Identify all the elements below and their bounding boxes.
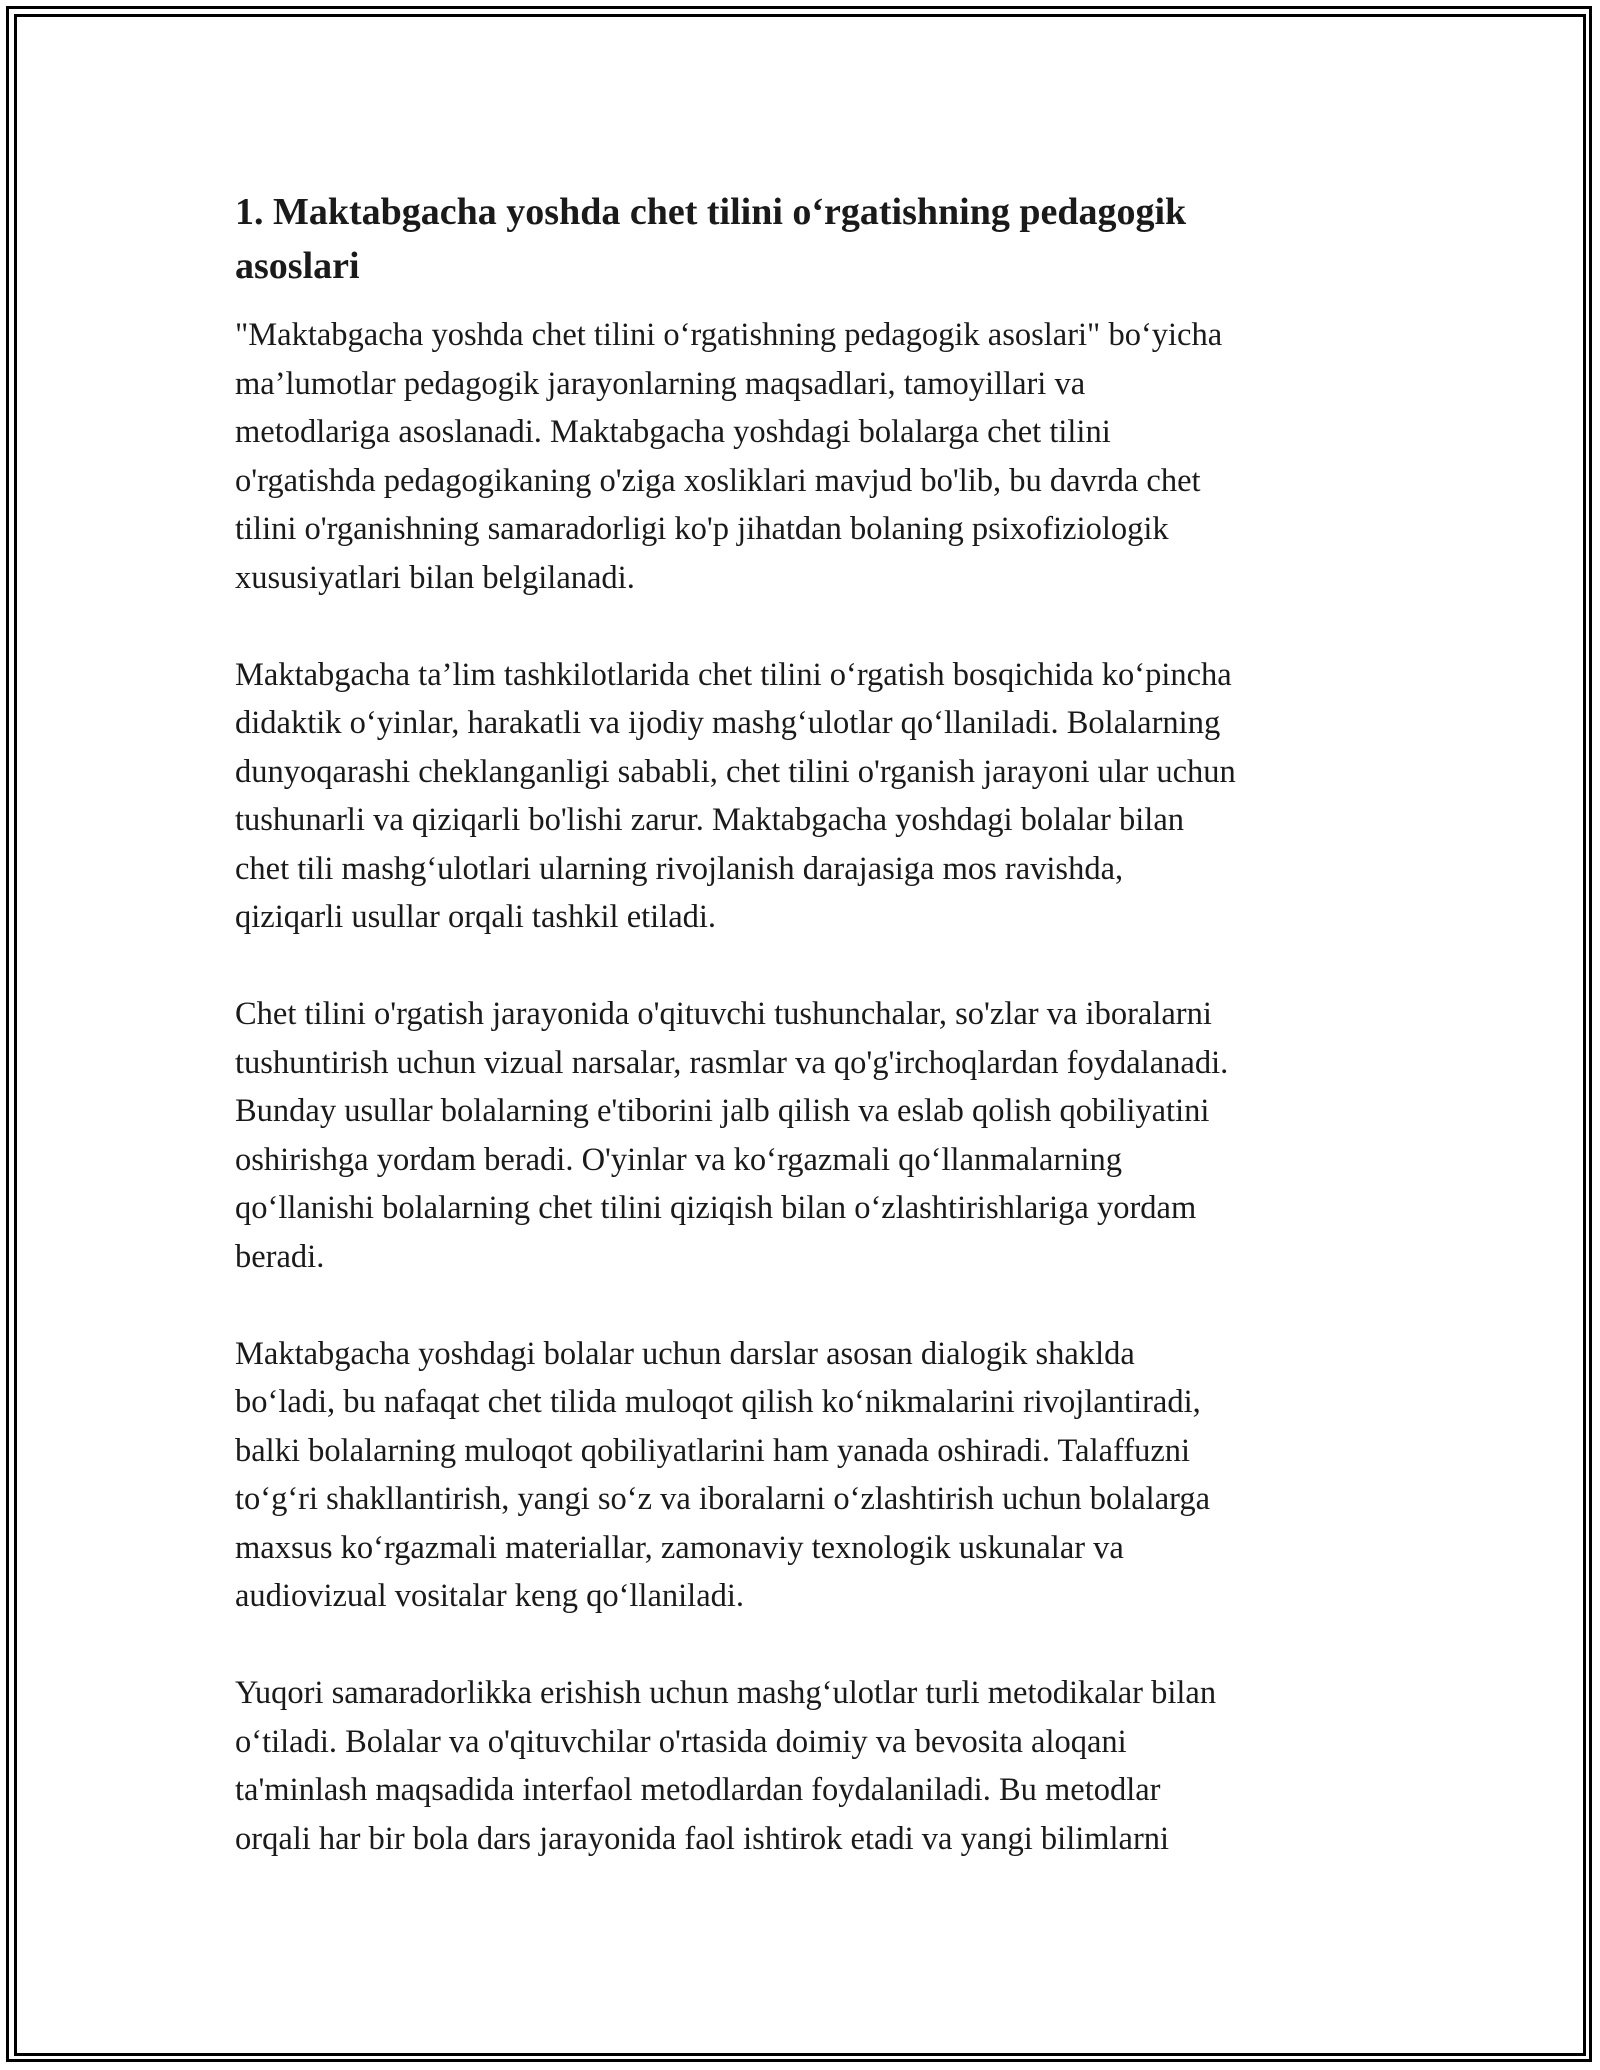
paragraph-4: Maktabgacha yoshdagi bolalar uchun darslar asosan dialogik shaklda bo‘ladi, bu nafaqat chet tilida muloqot qilish ko‘nikmalarini rivojlantiradi, balki bolalarning muloqot qobiliyatlarini ham yanada oshiradi. Talaffuzni to‘g‘ri shakllantirish, yangi so‘z va iboralarni o‘zlashtirish uchun bolalarga maxsus ko‘rgazmali materiallar, zamonaviy texnologik uskunalar va audiovizual vositalar keng qo‘llaniladi. <box>235 1335 1211 1614</box>
document-page <box>235 185 1375 1912</box>
paragraph-3: Chet tilini o'rgatish jarayonida o'qituvchi tushunchalar, so'zlar va iboralarni tushuntirish uchun vizual narsalar, rasmlar va qo'g'irchoqlardan foydalanadi. Bunday usullar bolalarning e'tiborini jalb qilish va eslab qolish qobiliyatini oshirishga yordam beradi. O'yinlar va ko‘rgazmali qo‘llanmalarning qo‘llanishi bolalarning chet tilini qiziqish bilan o‘zlashtirishlariga yordam beradi. <box>235 996 1229 1275</box>
section-title: 1. Maktabgacha yoshda chet tilini o‘rgatishning pedagogik asoslari <box>235 191 1187 287</box>
paragraph-2: Maktabgacha ta’lim tashkilotlarida chet tilini o‘rgatish bosqichida ko‘pincha didaktik o‘yinlar, harakatli va ijodiy mashg‘ulotlar qo‘llaniladi. Bolalarning dunyoqarashi cheklanganligi sababli, chet tilini o'rganish jarayoni ular uchun tushunarli va qiziqarli bo'lishi zarur. Maktabgacha yoshdagi bolalar bilan chet tili mashg‘ulotlari ularning rivojlanish darajasiga mos ravishda, qiziqarli usullar orqali tashkil etiladi. <box>235 656 1236 935</box>
paragraph-1: "Maktabgacha yoshda chet tilini o‘rgatishning pedagogik asoslari" bo‘yicha ma’lumotlar pedagogik jarayonlarning maqsadlari, tamoyillari va metodlariga asoslanadi. Maktabgacha yoshdagi bolalarga chet tilini o'rgatishda pedagogikaning o'ziga xosliklari mavjud bo'lib, bu davrda chet tilini o'rganishning samaradorligi ko'p jihatdan bolaning psixofiziologik xususiyatlari bilan belgilanadi. <box>235 317 1223 596</box>
paragraph-5: Yuqori samaradorlikka erishish uchun mashg‘ulotlar turli metodikalar bilan o‘tiladi. Bolalar va o'qituvchilar o'rtasida doimiy va bevosita aloqani ta'minlash maqsadida interfaol metodlardan foydalaniladi. Bu metodlar orqali har bir bola dars jarayonida faol ishtirok etadi va yangi bilimlarni <box>235 1675 1217 1857</box>
